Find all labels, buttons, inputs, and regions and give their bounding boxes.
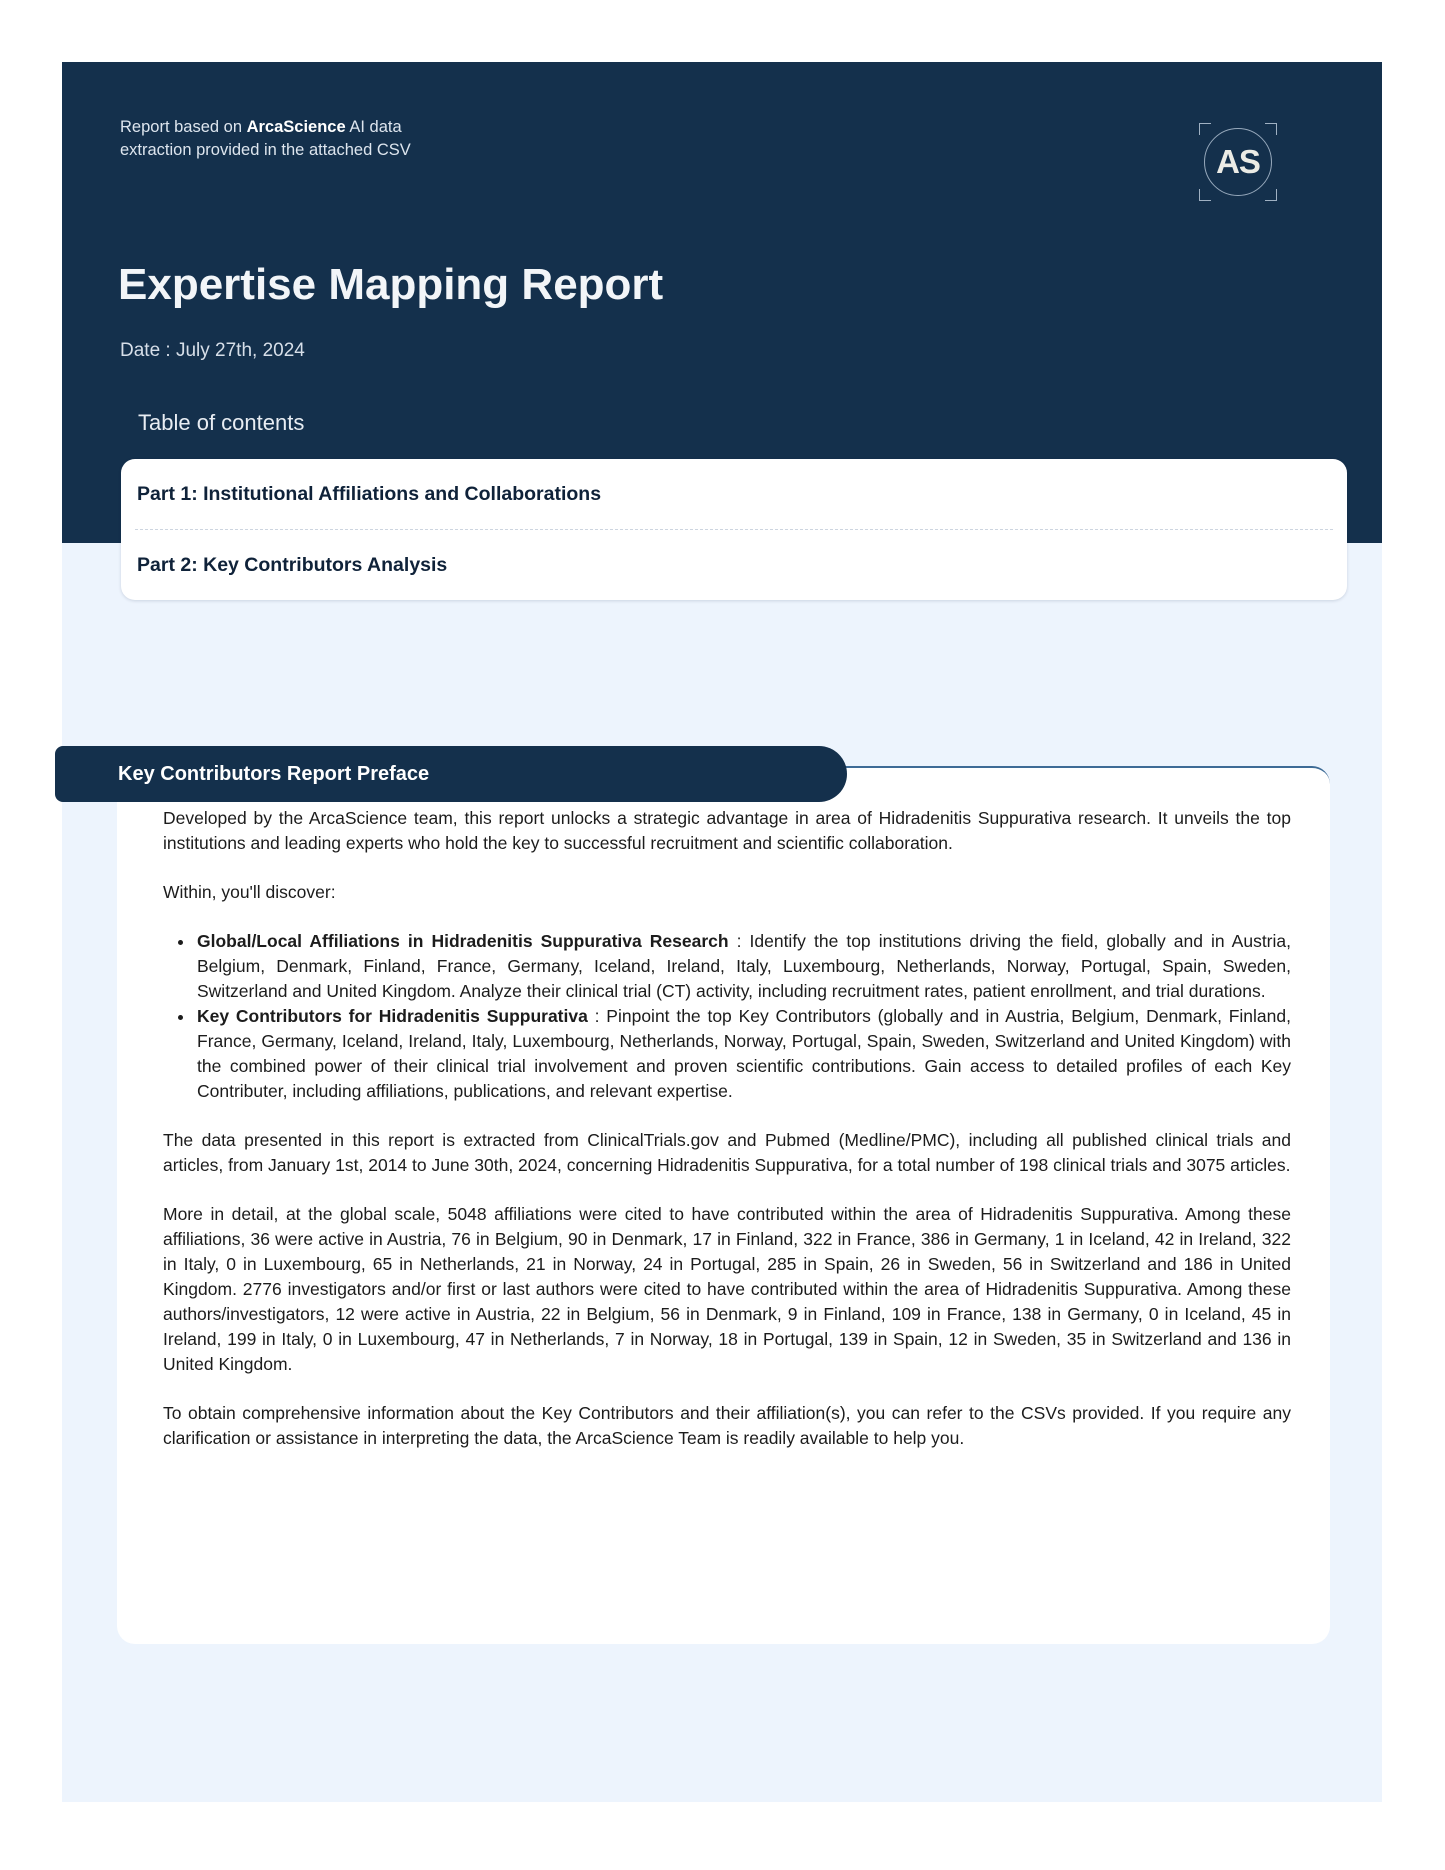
report-date: Date : July 27th, 2024: [120, 340, 305, 361]
toc-item-label: Part 2: Key Contributors Analysis: [137, 553, 448, 576]
report-source-note: [120, 116, 452, 163]
arcascience-logo: [1200, 124, 1276, 200]
toc-card: [121, 459, 1347, 600]
bullet-key-contributors-label: Key Contributors for Hidradenitis Suppurativa: [197, 1006, 588, 1026]
preface-body: [163, 806, 1291, 1475]
note-suffix: AI data extraction provided in the attached CSV: [120, 118, 411, 160]
logo-corner-mark: [1265, 189, 1277, 201]
logo-corner-mark: [1199, 123, 1211, 135]
bullet-key-contributors-text: : Pinpoint the top Key Contributors (globally and in Austria, Belgium, Denmark, Finland, France, Germany, Iceland, Ireland, Italy, Luxembourg, Netherlands, Norway, Portugal, Spain, Sweden, Switzerland and United Kingdom) with the combined power of their clinical trial involvement and proven scientific contributions. Gain access to detailed profiles of each Key Contributer, including affiliations, publications, and relevant expertise.: [197, 1006, 1291, 1101]
preface-card: [117, 766, 1330, 1644]
toc-heading: Table of contents: [138, 410, 305, 435]
toc-item-part-1[interactable]: [121, 459, 1347, 529]
logo-corner-mark: [1265, 123, 1277, 135]
preface-paragraph-data-sources: The data presented in this report is extracted from ClinicalTrials.gov and Pubmed (Medline/PMC), including all published clinical trials and articles, from January 1st, 2014 to June 30th, 2024, concerning Hidradenitis Suppurativa, for a total number of 198 clinical trials and 3075 articles.: [163, 1130, 1291, 1175]
brand-name: ArcaScience: [246, 118, 346, 136]
preface-paragraph-detail-stats: More in detail, at the global scale, 5048 affiliations were cited to have contributed within the area of Hidradenitis Suppurativa. Among these affiliations, 36 were active in Austria, 76 in Belgium, 90 in Denmark, 17 in Finland, 322 in France, 386 in Germany, 1 in Iceland, 42 in Ireland, 322 in Italy, 0 in Luxembourg, 65 in Netherlands, 21 in Norway, 24 in Portugal, 285 in Spain, 26 in Sweden, 56 in Switzerland and 186 in United Kingdom. 2776 investigators and/or first or last authors were cited to have contributed within the area of Hidradenitis Suppurativa. Among these authors/investigators, 12 were active in Austria, 22 in Belgium, 56 in Denmark, 9 in Finland, 109 in France, 138 in Germany, 0 in Iceland, 45 in Ireland, 199 in Italy, 0 in Luxembourg, 47 in Netherlands, 7 in Norway, 18 in Portugal, 139 in Spain, 12 in Sweden, 35 in Switzerland and 136 in United Kingdom.: [163, 1204, 1291, 1374]
preface-banner-title: Key Contributors Report Preface: [118, 762, 430, 785]
logo-monogram: AS: [1216, 143, 1260, 180]
bullet-key-contributors: [195, 1004, 1291, 1104]
preface-bullet-list: [163, 929, 1291, 1104]
logo-corner-mark: [1199, 189, 1211, 201]
page-title: Expertise Mapping Report: [118, 260, 664, 309]
preface-section-banner: [55, 746, 847, 802]
toc-item-part-2[interactable]: [121, 530, 1347, 600]
preface-paragraph-closing: To obtain comprehensive information about the Key Contributors and their affiliation(s), you can refer to the CSVs provided. If you require any clarification or assistance in interpreting the data, the ArcaScience Team is readily available to help you.: [163, 1403, 1291, 1448]
bullet-affiliations-text: : Identify the top institutions driving the field, globally and in Austria, Belgium, Denmark, Finland, France, Germany, Iceland, Ireland, Italy, Luxembourg, Netherlands, Norway, Portugal, Spain, Sweden, Switzerland and United Kingdom. Analyze their clinical trial (CT) activity, including recruitment rates, patient enrollment, and trial durations.: [197, 931, 1291, 1001]
logo-circle: [1204, 128, 1272, 196]
bullet-affiliations: [195, 929, 1291, 1004]
preface-paragraph-discover: Within, you'll discover:: [163, 882, 336, 902]
preface-paragraph-intro: Developed by the ArcaScience team, this report unlocks a strategic advantage in area of Hidradenitis Suppurativa research. It unveils the top institutions and leading experts who hold the key to successful recruitment and scientific collaboration.: [163, 808, 1291, 853]
bullet-affiliations-label: Global/Local Affiliations in Hidradenitis Suppurativa Research: [197, 931, 729, 951]
toc-item-label: Part 1: Institutional Affiliations and Collaborations: [137, 482, 602, 505]
note-prefix: Report based on: [120, 118, 247, 136]
